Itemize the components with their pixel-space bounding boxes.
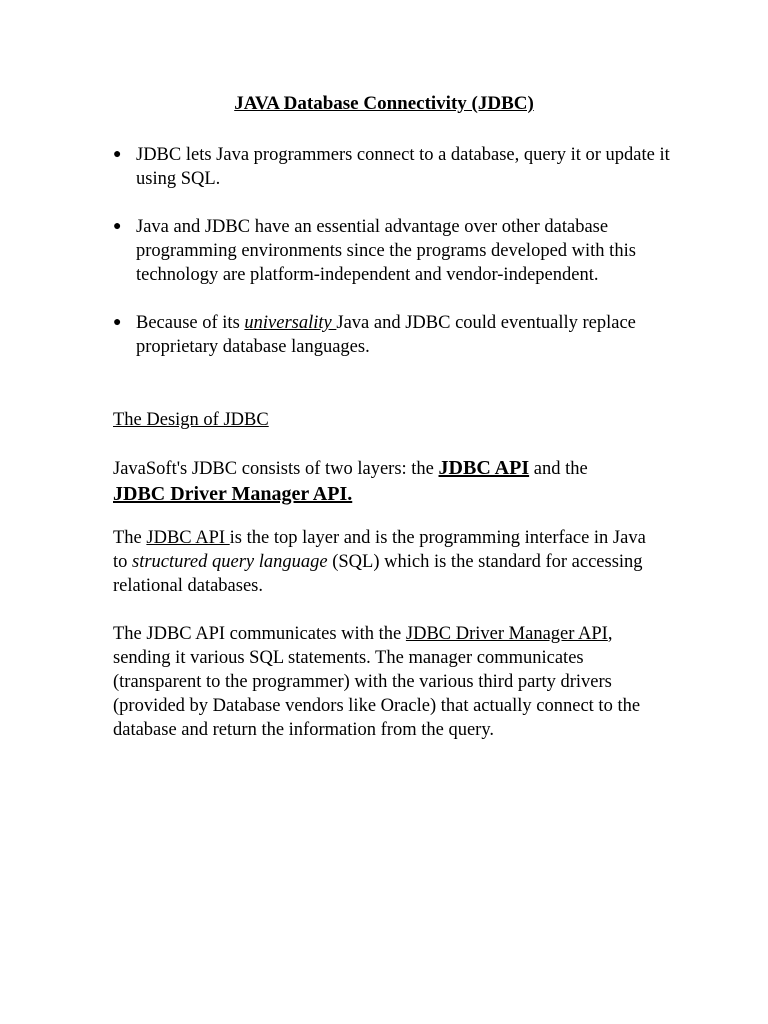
api-paragraph-text: (SQL) which is the standard for accessing relational databases.: [113, 552, 643, 596]
api-paragraph: [113, 526, 658, 598]
bullet-icon: ●: [113, 315, 122, 330]
universality-emphasis: universality: [244, 313, 337, 333]
layers-paragraph: [113, 456, 658, 508]
jdbc-api-link: JDBC API: [146, 528, 230, 548]
communication-paragraph: [113, 622, 658, 742]
comm-paragraph-text: The JDBC API communicates with the: [113, 624, 406, 644]
list-item: [113, 311, 673, 359]
bullet-text: JDBC lets Java programmers connect to a database, query it or update it using SQL.: [136, 145, 670, 189]
layers-middle: and the: [529, 459, 588, 479]
list-item: [113, 215, 673, 287]
page-title: JAVA Database Connectivity (JDBC): [234, 93, 534, 114]
bullet-text-prefix: Because of its: [136, 313, 245, 333]
layers-prefix: JavaSoft's JDBC consists of two layers: the: [113, 459, 439, 479]
design-heading: The Design of JDBC: [113, 410, 269, 430]
api-paragraph-text: The: [113, 528, 147, 548]
bullet-text: Java and JDBC have an essential advantage over other database programming environments since the programs developed with this technology are platform-independent and vendor-independent.: [136, 217, 636, 285]
driver-manager-link: JDBC Driver Manager API: [405, 624, 608, 644]
driver-manager-term: JDBC Driver Manager API.: [113, 483, 353, 505]
bullet-icon: ●: [113, 147, 122, 162]
jdbc-api-term: JDBC API: [438, 457, 530, 479]
bullet-text-suffix: Java and JDBC could eventually replace proprietary database languages.: [136, 313, 636, 357]
sql-term: structured query language: [132, 552, 328, 572]
list-item: [113, 143, 673, 191]
bullet-icon: ●: [113, 219, 122, 234]
bullet-list: [113, 143, 673, 383]
api-paragraph-text: is the top layer and is the programming interface in Java to: [113, 528, 646, 572]
comm-paragraph-text: , sending it various SQL statements. The manager communicates (transparent to the programmer) with the various third party drivers (provided by Database vendors like Oracle) that actually connect to the database and return the information from the query.: [113, 624, 641, 740]
